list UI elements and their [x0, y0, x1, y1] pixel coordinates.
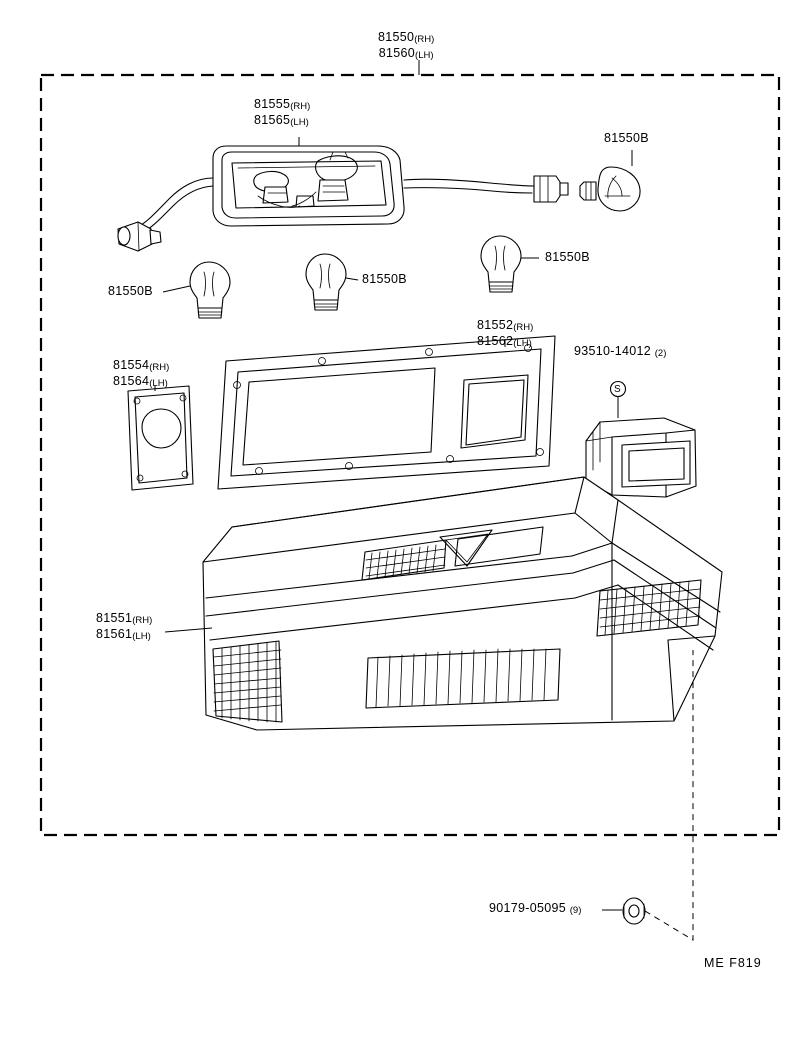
bulb-mid-left	[306, 254, 346, 310]
callout-nut: 90179-05095 (9)	[489, 901, 582, 916]
tail-lamp-lens	[203, 477, 722, 730]
callout-gasket-body: 81552(RH) 81562(LH)	[477, 318, 534, 349]
callout-lens: 81551(RH) 81561(LH)	[96, 611, 153, 642]
bulb-mid-right	[481, 236, 521, 292]
callout-bulb-mid-left: 81550B	[362, 272, 407, 286]
screw-symbol-label: S	[614, 384, 621, 395]
lamp-socket-shroud	[586, 418, 696, 497]
leader-bulb-mid-left	[346, 278, 358, 280]
callout-bulb-right: 81550B	[604, 131, 649, 145]
socket-cord-assembly	[118, 146, 568, 251]
callout-small-gasket: 81554(RH) 81564(LH)	[113, 358, 170, 389]
callout-assembly-top: 81550(RH) 81560(LH)	[378, 30, 435, 61]
callout-bulb-mid-right: 81550B	[545, 250, 590, 264]
drawing-footer-code: ME F819	[704, 956, 762, 970]
callout-screw: 93510-14012 (2)	[574, 344, 667, 359]
callout-socket-cord: 81555(RH) 81565(LH)	[254, 97, 311, 128]
lamp-body-gasket	[218, 336, 555, 489]
small-gasket	[128, 386, 193, 490]
nut-part	[623, 898, 645, 924]
bulb-left	[190, 262, 230, 318]
leader-bulb-left	[163, 286, 190, 292]
bulb-top-right	[580, 167, 640, 211]
callout-bulb-left: 81550B	[108, 284, 153, 298]
